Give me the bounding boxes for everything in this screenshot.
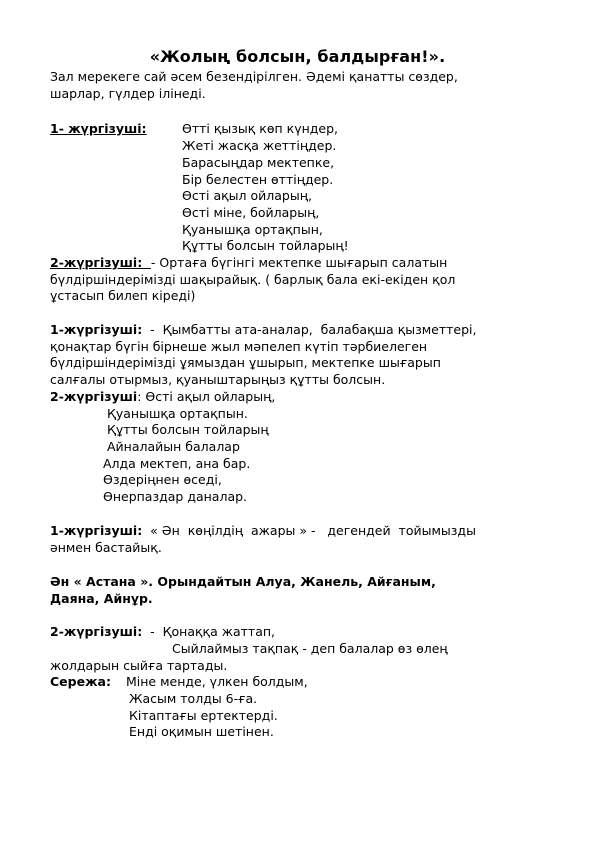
speech-text: - Қонаққа жаттап, xyxy=(142,624,276,639)
speech-line xyxy=(50,523,476,539)
poem-line: Жасым толды 6-ға. xyxy=(129,691,258,706)
poem-line: Міне менде, үлкен болдым, xyxy=(126,674,308,689)
poem-line: Өтті қызық көп күндер, xyxy=(182,121,339,136)
poem-line: Құтты болсын тойларың! xyxy=(182,238,349,253)
intro-line: шарлар, гүлдер ілінеді. xyxy=(50,86,206,101)
speech-line: бүлдіршіндерімізді ұямыздан ұшырып, мектепке шығарып xyxy=(50,355,441,370)
poem-line: Құтты болсын тойларың xyxy=(107,422,269,437)
speaker-label: 1- жүргізуші: xyxy=(50,121,147,136)
song-line: Ән « Астана ». Орындайтын Алуа, Жанель, Айғаным, xyxy=(50,574,436,589)
speech-line: қонақтар бүгін бірнеше жыл мәпелеп күтіп тәрбиелеген xyxy=(50,339,428,354)
speech-text: - Ортаға бүгінгі мектепке шығарып салатын xyxy=(150,255,448,270)
poem-line: Қуанышқа ортақпын, xyxy=(182,222,323,237)
speech-line: әнмен бастайық. xyxy=(50,540,162,555)
speech-text: - Қымбатты ата-аналар, балабақша қызметтері, xyxy=(142,322,477,337)
poem-line: Жеті жасқа жеттіңдер. xyxy=(182,138,337,153)
poem-line: Айналайын балалар xyxy=(107,439,240,454)
poem-line: Бір белестен өттіңдер. xyxy=(182,172,334,187)
poem-line: Өнерпаздар даналар. xyxy=(103,489,248,504)
speech-line: салғалы отырмыз, қуаныштарыңыз құтты болсын. xyxy=(50,372,386,387)
speech-line: жолдарын сыйға тартады. xyxy=(50,658,228,673)
poem-line: Барасыңдар мектепке, xyxy=(182,155,335,170)
poem-line: Енді оқимын шетінен. xyxy=(129,724,274,739)
intro-line: Зал мерекеге сай әсем безендірілген. Әдемі қанатты сөздер, xyxy=(50,69,458,84)
speaker-label: 2-жүргізуші xyxy=(50,389,138,404)
speech-line xyxy=(50,255,447,271)
speaker-label: 1-жүргізуші: xyxy=(50,322,143,337)
poem-line: Өздеріңнен өседі, xyxy=(103,472,222,487)
speech-line: Сыйлаймыз тақпақ - деп балалар өз өлең xyxy=(172,641,448,656)
speech-text: : Өсті ақыл ойларың, xyxy=(137,389,276,404)
speaker-label: 2-жүргізуші: xyxy=(50,255,151,270)
song-line: Даяна, Айнұр. xyxy=(50,591,153,606)
speech-line xyxy=(50,322,477,338)
poem-line: Қуанышқа ортақпын. xyxy=(107,406,248,421)
speaker-label: 1-жүргізуші: xyxy=(50,523,143,538)
poem-line: Өсті міне, бойларың, xyxy=(182,205,320,220)
poem-line: Өсті ақыл ойларың, xyxy=(182,188,312,203)
speech-line: бүлдіршіндерімізді шақырайық. ( барлық бала екі-екіден қол xyxy=(50,272,456,287)
poem-line: Кітаптағы ертектерді. xyxy=(129,708,278,723)
speech-line xyxy=(50,624,275,640)
speech-line: ұстасып билеп кіреді) xyxy=(50,288,196,303)
speaker-label: Сережа: xyxy=(50,674,111,689)
poem-line: Алда мектеп, ана бар. xyxy=(103,456,251,471)
speech-text: « Ән көңілдің ажары » - дегендей тойымызды xyxy=(142,523,476,538)
speaker-label: 2-жүргізуші: xyxy=(50,624,143,639)
speech-line xyxy=(50,389,275,405)
document-title: «Жолың болсын, балдырған!». xyxy=(149,47,446,66)
